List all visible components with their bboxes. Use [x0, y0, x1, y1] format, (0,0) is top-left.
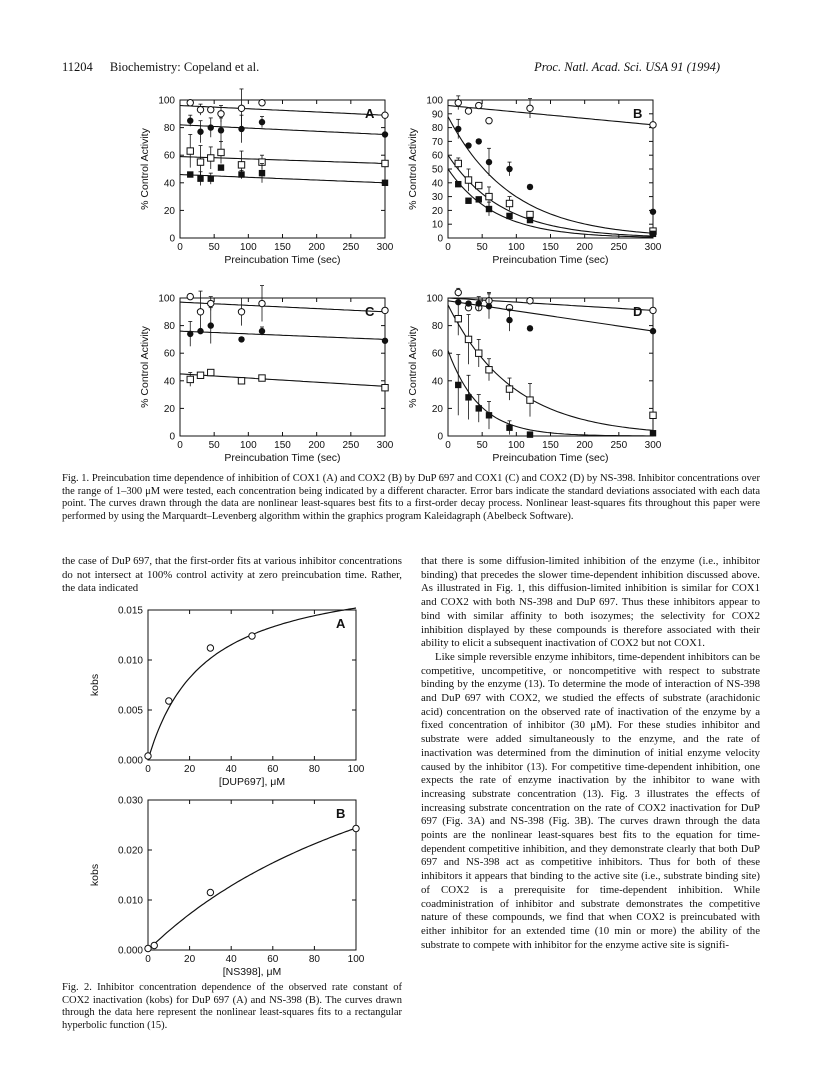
y-tick-label: 60	[163, 150, 175, 162]
data-point-open-circle	[145, 753, 151, 759]
y-tick-label: 0.000	[117, 755, 143, 767]
y-axis-label: % Control Activity	[139, 326, 151, 408]
y-axis-label: kobs	[89, 673, 101, 697]
data-point-filled-square	[486, 412, 492, 418]
y-tick-label: 100	[158, 293, 175, 305]
data-point-open-square	[382, 160, 388, 166]
x-tick-label: 150	[274, 242, 291, 253]
y-tick-label: 60	[431, 150, 443, 162]
x-tick-label: 0	[145, 954, 151, 965]
y-axis-label: % Control Activity	[407, 326, 419, 408]
x-tick-label: 60	[267, 764, 279, 775]
data-point-open-circle	[187, 293, 193, 299]
panel-letter: D	[633, 304, 643, 319]
x-tick-label: 50	[476, 440, 488, 451]
right-paragraph-1: that there is some diffusion-limited inhibition of the enzyme (i.e., inhibitor binding) that precedes the slower time-dependent inhibition discussed above. As illustrated in Fig. 1, this diffusion-limited inhibition is similar for COX1 and COX2 with both NS-398 and DuP 697. Thus these inhibitors appear to bind with similar affinity to both isozymes; the selectivity for COX2 inhibition displayed by these compounds is therefore associated with their ability to elicit a subsequent inactivation of COX2 but not COX1.	[421, 555, 760, 650]
y-tick-label: 0.005	[117, 705, 143, 717]
plot-frame	[448, 100, 653, 238]
data-point-filled-circle	[187, 331, 193, 337]
data-point-open-circle	[187, 100, 193, 106]
y-tick-label: 40	[431, 178, 443, 190]
figure1-panel-d	[398, 290, 698, 468]
data-point-filled-square	[187, 171, 193, 177]
data-point-open-square	[259, 375, 265, 381]
data-point-filled-square	[455, 181, 461, 187]
x-tick-label: 60	[267, 954, 279, 965]
y-tick-label: 80	[163, 321, 175, 333]
data-point-open-circle	[259, 100, 265, 106]
fit-curve	[148, 608, 356, 760]
data-point-open-square	[476, 182, 482, 188]
figure2-caption: Fig. 2. Inhibitor concentration dependence of the observed rate constant of COX2 inactivation (kobs) for DuP 697 (A) and NS-398 (B). The curves drawn through the data here represent the nonlinear least-squares fits to a rectangular hyperbolic function (15).	[62, 982, 402, 1031]
data-point-open-circle	[208, 300, 214, 306]
x-tick-label: 150	[274, 440, 291, 451]
y-tick-label: 0	[169, 233, 175, 245]
y-axis-label: % Control Activity	[407, 128, 419, 210]
data-point-open-square	[197, 372, 203, 378]
data-point-open-square	[238, 162, 244, 168]
y-tick-label: 0.010	[117, 895, 143, 907]
x-tick-label: 200	[308, 242, 326, 253]
data-point-open-circle	[650, 122, 656, 128]
data-point-open-circle	[207, 889, 213, 895]
panel-letter: B	[336, 806, 346, 821]
x-tick-label: 200	[576, 242, 594, 253]
y-tick-label: 20	[431, 403, 443, 415]
x-tick-label: 300	[644, 440, 662, 451]
data-point-open-square	[218, 149, 224, 155]
journal-citation: Proc. Natl. Acad. Sci. USA 91 (1994)	[534, 60, 720, 74]
data-point-filled-square	[527, 431, 533, 437]
x-tick-label: 300	[644, 242, 662, 253]
x-tick-label: 20	[184, 954, 196, 965]
data-point-filled-square	[465, 394, 471, 400]
left-column-text	[62, 555, 402, 596]
data-point-filled-circle	[650, 328, 656, 334]
panel-letter: C	[365, 304, 375, 319]
x-tick-label: 40	[225, 954, 237, 965]
figure1-panel-b	[398, 92, 698, 272]
y-tick-label: 40	[163, 178, 175, 190]
y-tick-label: 40	[163, 376, 175, 388]
data-point-open-square	[238, 378, 244, 384]
y-tick-label: 70	[431, 136, 443, 148]
data-point-open-circle	[527, 298, 533, 304]
data-point-filled-square	[650, 231, 656, 237]
x-axis-label: Preincubation Time (sec)	[224, 254, 341, 266]
y-axis-label: % Control Activity	[139, 128, 151, 210]
data-point-open-circle	[208, 106, 214, 112]
y-tick-label: 60	[163, 348, 175, 360]
x-tick-label: 100	[239, 242, 257, 253]
data-point-filled-circle	[486, 303, 492, 309]
y-tick-label: 0.010	[117, 655, 143, 667]
data-point-filled-circle	[187, 118, 193, 124]
x-tick-label: 100	[239, 440, 257, 451]
y-tick-label: 0.015	[117, 605, 143, 617]
data-point-open-square	[208, 155, 214, 161]
data-point-open-circle	[197, 106, 203, 112]
data-point-filled-circle	[465, 300, 471, 306]
y-tick-label: 20	[163, 403, 175, 415]
data-point-open-circle	[382, 307, 388, 313]
y-tick-label: 60	[431, 348, 443, 360]
fit-curve	[448, 169, 653, 237]
panel-letter: A	[336, 616, 346, 631]
x-tick-label: 250	[610, 440, 628, 451]
y-tick-label: 50	[431, 164, 443, 176]
y-tick-label: 0.000	[117, 945, 143, 957]
data-point-filled-square	[486, 206, 492, 212]
data-point-open-circle	[465, 108, 471, 114]
x-axis-label: Preincubation Time (sec)	[492, 254, 609, 266]
data-point-filled-square	[197, 175, 203, 181]
data-point-open-square	[506, 386, 512, 392]
panel-letter: A	[365, 106, 375, 121]
data-point-filled-square	[218, 164, 224, 170]
data-point-filled-circle	[486, 159, 492, 165]
x-tick-label: 50	[208, 242, 220, 253]
data-point-open-square	[187, 148, 193, 154]
data-point-filled-square	[650, 430, 656, 436]
fit-curve	[448, 155, 653, 236]
data-point-filled-circle	[476, 300, 482, 306]
data-point-open-circle	[151, 942, 157, 948]
right-paragraph-2: Like simple reversible enzyme inhibitors, time-dependent inhibitors can be competitive, uncompetitive, or noncompetitive with respect to substrate binding by the enzyme (13). To determine the mode of interaction of NS-398 and DuP 697 with COX2, we studied the effects of substrate (arachidonic acid) concentration on the observed rate of inactivation of the enzyme by a fixed concentration of inhibitor (30 μM). For these studies inhibitor and substrate were added simultaneously to the enzyme, and the rate of inactivation was determined from the diminution of initial enzyme velocity caused by the inhibitor (13). For competitive time-dependent inhibition, one expects the rate of enzyme inactivation by the inhibitor to wane with increasing substrate concentration (13). Fig. 3 illustrates the effects of increasing substrate concentration on the rate of COX2 inactivation for DuP 697 (Fig. 3A) and NS-398 (Fig. 3B). The curves drawn through the data points are the nonlinear least-squares best fits to the equation for time-dependent competitive inhibition, and they demonstrate clearly that both DuP 697 and NS-398 act as competitive inhibitors. Thus for both of these inhibitors it appears that binding to the active site (i.e., substrate binding site) of COX2 is a prerequisite for time-dependent inhibition. While coadministration of inhibitor and substrate demonstrates the competitive nature of these compounds, we find that when COX2 is preincubated with either inhibitor for an extended time (10 min or more) the ability of the substrate to compete with inhibitor for the enzyme active site is signifi-	[421, 650, 760, 951]
x-tick-label: 200	[308, 440, 326, 451]
data-point-open-circle	[455, 289, 461, 295]
y-tick-label: 100	[158, 95, 175, 107]
data-point-open-square	[486, 367, 492, 373]
data-point-filled-circle	[506, 317, 512, 323]
data-point-open-circle	[207, 645, 213, 651]
data-point-open-circle	[218, 111, 224, 117]
data-point-filled-circle	[208, 124, 214, 130]
data-point-open-circle	[166, 698, 172, 704]
data-point-filled-square	[506, 425, 512, 431]
data-point-open-circle	[476, 102, 482, 108]
data-point-open-circle	[259, 300, 265, 306]
data-point-open-circle	[249, 633, 255, 639]
figure1-panel-a	[130, 92, 400, 272]
data-point-open-square	[455, 160, 461, 166]
y-tick-label: 100	[426, 293, 443, 305]
x-tick-label: 50	[476, 242, 488, 253]
x-tick-label: 0	[445, 242, 451, 253]
data-point-open-square	[465, 336, 471, 342]
data-point-filled-square	[476, 196, 482, 202]
data-point-filled-square	[465, 198, 471, 204]
data-point-open-circle	[145, 945, 151, 951]
data-point-filled-circle	[238, 336, 244, 342]
x-tick-label: 150	[542, 440, 559, 451]
data-point-open-circle	[486, 118, 492, 124]
x-tick-label: 20	[184, 764, 196, 775]
y-tick-label: 30	[431, 192, 443, 204]
data-point-open-square	[527, 397, 533, 403]
y-tick-label: 0	[437, 431, 443, 443]
x-tick-label: 100	[507, 440, 525, 451]
data-point-filled-circle	[476, 138, 482, 144]
data-point-filled-square	[527, 217, 533, 223]
y-tick-label: 0.030	[117, 795, 143, 807]
x-tick-label: 250	[342, 242, 360, 253]
y-tick-label: 0	[169, 431, 175, 443]
y-tick-label: 20	[163, 205, 175, 217]
data-point-open-square	[650, 412, 656, 418]
x-tick-label: 150	[542, 242, 559, 253]
x-tick-label: 80	[308, 954, 320, 965]
y-tick-label: 20	[431, 205, 443, 217]
data-point-filled-circle	[527, 325, 533, 331]
x-tick-label: 100	[347, 954, 365, 965]
x-tick-label: 200	[576, 440, 594, 451]
data-point-filled-circle	[259, 328, 265, 334]
x-tick-label: 80	[308, 764, 320, 775]
x-tick-label: 0	[445, 440, 451, 451]
data-point-open-circle	[238, 105, 244, 111]
x-tick-label: 250	[342, 440, 360, 451]
panel-letter: B	[633, 106, 643, 121]
data-point-filled-square	[208, 175, 214, 181]
data-point-filled-circle	[197, 129, 203, 135]
data-point-open-circle	[527, 105, 533, 111]
data-point-open-circle	[238, 309, 244, 315]
y-tick-label: 0.020	[117, 845, 143, 857]
y-tick-label: 90	[431, 109, 443, 121]
data-point-open-circle	[455, 100, 461, 106]
y-tick-label: 0	[437, 233, 443, 245]
y-tick-label: 80	[431, 123, 443, 135]
data-point-filled-circle	[650, 209, 656, 215]
y-axis-label: kobs	[89, 863, 101, 887]
x-axis-label: [DUP697], μM	[218, 776, 286, 788]
figure2-panel-a	[80, 602, 380, 802]
left-paragraph: the case of DuP 697, that the first-order fits at various inhibitor concentrations do not intersect at 100% control activity at zero preincubation time. Rather, the data indicated	[62, 555, 402, 595]
data-point-filled-square	[238, 171, 244, 177]
data-point-open-square	[506, 200, 512, 206]
y-tick-label: 100	[426, 95, 443, 107]
figure2-panel-b	[80, 792, 380, 982]
data-point-filled-circle	[382, 338, 388, 344]
data-point-filled-circle	[197, 328, 203, 334]
data-point-filled-circle	[455, 126, 461, 132]
running-header-left	[62, 60, 259, 75]
data-point-open-square	[527, 211, 533, 217]
x-axis-label: Preincubation Time (sec)	[492, 452, 609, 464]
data-point-open-square	[187, 376, 193, 382]
x-tick-label: 0	[145, 764, 151, 775]
plot-frame	[148, 800, 356, 950]
data-point-filled-circle	[238, 126, 244, 132]
x-tick-label: 50	[208, 440, 220, 451]
x-axis-label: [NS398], μM	[222, 966, 282, 978]
data-point-open-square	[382, 385, 388, 391]
data-point-filled-square	[455, 382, 461, 388]
fit-curve	[448, 117, 653, 234]
data-point-filled-circle	[208, 322, 214, 328]
x-tick-label: 300	[376, 242, 394, 253]
data-point-filled-circle	[259, 119, 265, 125]
data-point-open-square	[486, 193, 492, 199]
x-tick-label: 100	[507, 242, 525, 253]
data-point-open-square	[197, 159, 203, 165]
x-tick-label: 100	[347, 764, 365, 775]
page-number: 11204	[62, 60, 93, 74]
data-point-filled-square	[259, 170, 265, 176]
data-point-open-circle	[382, 112, 388, 118]
data-point-open-square	[208, 369, 214, 375]
figure1-caption: Fig. 1. Preincubation time dependence of inhibition of COX1 (A) and COX2 (B) by DuP 697 and COX1 (C) and COX2 (D) by NS-398. Inhibitor concentrations over the range of 1–300 μM were tested, each concentration being indicated by a different character. Error bars indicate the standard deviations associated with each data point. The curves drawn through the data are nonlinear least-squares best fits to a first-order decay process. Nonlinear least-squares fits throughout this paper were performed by using the Marquardt–Levenberg algorithm within the graphics program Kaleidagraph (Abelbeck Software).	[62, 473, 760, 522]
data-point-open-circle	[353, 825, 359, 831]
data-point-filled-square	[476, 405, 482, 411]
data-point-filled-circle	[527, 184, 533, 190]
y-tick-label: 40	[431, 376, 443, 388]
data-point-filled-circle	[218, 127, 224, 133]
figure1-panel-c	[130, 290, 400, 468]
data-point-filled-circle	[465, 142, 471, 148]
x-tick-label: 0	[177, 440, 183, 451]
x-tick-label: 0	[177, 242, 183, 253]
data-point-filled-circle	[382, 131, 388, 137]
data-point-open-square	[476, 350, 482, 356]
data-point-filled-circle	[506, 166, 512, 172]
data-point-filled-square	[506, 213, 512, 219]
y-tick-label: 10	[431, 219, 443, 231]
data-point-filled-square	[382, 180, 388, 186]
y-tick-label: 80	[431, 321, 443, 333]
data-point-open-square	[455, 316, 461, 322]
data-point-open-square	[465, 177, 471, 183]
x-tick-label: 250	[610, 242, 628, 253]
x-tick-label: 40	[225, 764, 237, 775]
data-point-open-circle	[197, 309, 203, 315]
x-tick-label: 300	[376, 440, 394, 451]
data-point-open-circle	[650, 307, 656, 313]
running-title: Biochemistry: Copeland et al.	[109, 60, 260, 74]
fit-curve	[148, 828, 356, 950]
x-axis-label: Preincubation Time (sec)	[224, 452, 341, 464]
right-column-text	[421, 555, 760, 952]
y-tick-label: 80	[163, 123, 175, 135]
